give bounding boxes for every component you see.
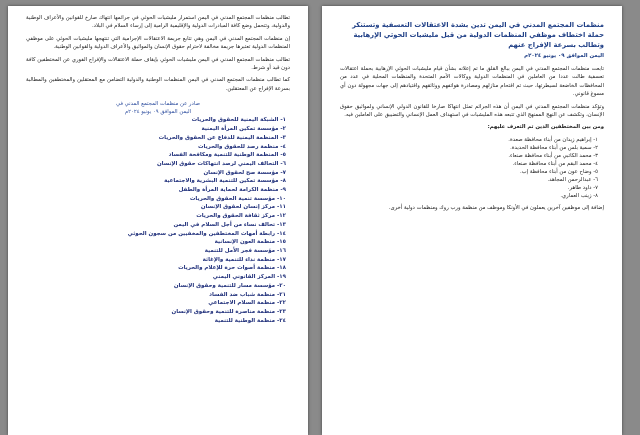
signatory-org: ٤- منظمة رصد للحقوق والحريات — [198, 143, 286, 150]
detainee-item: ٨- زينب العماري. — [560, 192, 598, 199]
body-paragraph: إن منظمات المجتمع المدني في اليمن وهي تتابع جريمة الاعتقالات الإجرامية التي تنتهجها مليشيات الحوثي على موظفي المنظمات الدولية تعتبرها جريمة مخالفة لاحترام حقوق الإنسان والمواثيق والأعراف الدولية والقوانين الوطنية. — [26, 35, 290, 51]
signature-line: صادر عن منظمات المجتمع المدني في — [116, 101, 200, 108]
signatory-org: ١٦- مؤسسة فجر الأمل للتنمية — [204, 247, 286, 254]
body-paragraph: تطالب منظمات المجتمع المدني في اليمن استمرار مليشيات الحوثي في جرائمها انتهاك صارخ للقوانين والأعراف الوطنية والدولية، وتتحمل وضع كافة المبادرات الدولية والإقليمية الرامية إلى إرساء السلام في البلاد. — [26, 15, 290, 30]
detainee-item: ٢- سمية بلس من أبناء محافظة الحديدة. — [510, 144, 598, 151]
signatory-org: ١٧- منظمة نداء للتنمية والإغاثة — [202, 256, 286, 263]
signatory-org: ٢٤- منظمة الوطنية للتنمية — [214, 317, 286, 324]
body-paragraph: تابعت منظمات المجتمع المدني في اليمن ببالغ القلق ما تم إعلانه بشأن قيام مليشيات الحوثي الإرهابية بحملة اعتقالات تعسفية طالت عددا من العاملين في المنظمات الدولية ووكالات الأمم المتحدة والمنظمات المحلية في عدد من المحافظات الخاضعة لسيطرتها، حيث تم اقتحام منازلهم ومصادرة هواتفهم ووثائقهم واقتيادهم إلى جهات مجهولة دون أي مسوغ قانوني. — [340, 66, 604, 98]
signatory-org: ٢- مؤسسة تمكين المرأة اليمنية — [201, 126, 286, 133]
signatory-org: ١٤- رابطة أمهات المختطفين والمخفيين من سجون الحوثي — [127, 230, 286, 237]
detainee-item: ١- إبراهيم زيدان من أبناء محافظة صعدة. — [508, 136, 598, 143]
detainee-item: ٦- عبدالرحمن المجاهد. — [547, 176, 598, 183]
signatory-org: ٦- التحالف اليمني لرصد انتهاكات حقوق الإنسان — [156, 160, 286, 167]
signatory-org: ٩- منظمة الكرامة لحماية المرأة والطفل — [178, 187, 286, 194]
signatory-org: ١٢- مركز ثقافة الحقوق والحريات — [196, 213, 286, 220]
detainee-list — [340, 136, 604, 200]
signatory-org: ٢٠- مؤسسة مسار للتنمية وحقوق الإنسان — [173, 282, 286, 289]
signature-line: اليمن الموافق ٠٩ يونيو ٢٠٢٤م — [124, 108, 192, 115]
signatory-org: ١٥- منظمة العون الإنسانية — [214, 239, 286, 246]
signatory-org: ١١- مركز إنسان لحقوق الإنسان — [200, 204, 286, 211]
detainee-item: ٧- داود طاهر. — [567, 184, 598, 191]
signatory-org: ٢٣- منظمة مناصرة للتنمية وحقوق الإنسان — [171, 308, 286, 315]
signatory-org: ١٣- تحالف نساء من أجل السلام في اليمن — [173, 221, 286, 228]
signatory-org: ١- الشبكة اليمنية للحقوق والحريات — [191, 117, 286, 124]
body-paragraph: ومن بين المختطفين الذين تم التعرف عليهم: — [487, 124, 604, 131]
signatory-org: ١٠- مؤسسة تنمية الحقوق والحريات — [189, 195, 286, 202]
detainee-item: ٣- محمد الكاتبي من أبناء محافظة صنعاء. — [508, 152, 598, 159]
signatory-org: ٢٢- منظمة السلام الاجتماعي — [208, 300, 286, 307]
signatory-org: ٥- المنظمة الوطنية للتنمية ومكافحة الفساد — [168, 152, 286, 159]
signatory-org: ٢١- منظمة شباب ضد الفساد — [209, 291, 286, 298]
signatory-org-list — [26, 116, 290, 325]
signatory-org: ١٩- المركز القانوني اليمني — [212, 274, 286, 281]
body-paragraph: تطالب منظمات المجتمع المدني في اليمن مليشيات الحوثي بإيقاف حملة الاعتقالات والإفراج الفوري عن المختطفين كافة دون قيد أو شرط. — [26, 56, 290, 72]
statement-dateline: اليمن الموافق ٠٩ يونيو ٢٠٢٤م — [524, 53, 604, 59]
body-paragraph: كما تطالب منظمات المجتمع المدني في اليمن المنظمات الوطنية والدولية التضامن مع المعتقلين والمختطفين والمطالبة بسرعة الإفراج عن المعتقلين. — [26, 77, 290, 92]
statement-headline: منظمات المجتمع المدني في اليمن تدين بشدة الاعتقالات التعسفية وتستنكر حملة اختطاف موظفي المنظمات الدولية من قبل مليشيات الحوثي الإرهابية وتطالب بسرعة الإفراج عنهم — [352, 21, 604, 49]
detainee-item: ٥- وضاح عون من أبناء محافظة إب. — [520, 168, 598, 175]
page-left — [8, 6, 308, 435]
page-right — [322, 6, 622, 435]
signatory-org: ٣- المنظمة اليمنية للدفاع عن الحقوق والحريات — [158, 134, 286, 141]
signature-block — [26, 101, 290, 116]
signatory-org: ٨- مؤسسة تمكين للتنمية البشرية والاجتماعية — [164, 178, 286, 185]
detainee-item: ٤- محمد البقم من أبناء محافظة صنعاء. — [512, 160, 598, 167]
closing-paragraph: إضافة إلى موظفين آخرين يعملون في الأونكا وموظف من منظمة ورب روك ومنظمات دولية أخرى. — [388, 204, 604, 211]
signatory-org: ٧- مؤسسة صح لحقوق الإنسان — [203, 169, 286, 176]
body-paragraph: وتؤكد منظمات المجتمع المدني في اليمن أن هذه الجرائم تمثل انتهاكا صارخا للقانون الدولي الإنساني ولمواثيق حقوق الإنسان، وتكشف عن النهج الممنهج الذي تتبعه هذه المليشيات في استهداف العمل الإنساني والتضييق على العاملين فيه. — [340, 103, 604, 119]
signatory-org: ١٨- منظمة أصوات حرة للإعلام والحريات — [178, 265, 286, 272]
